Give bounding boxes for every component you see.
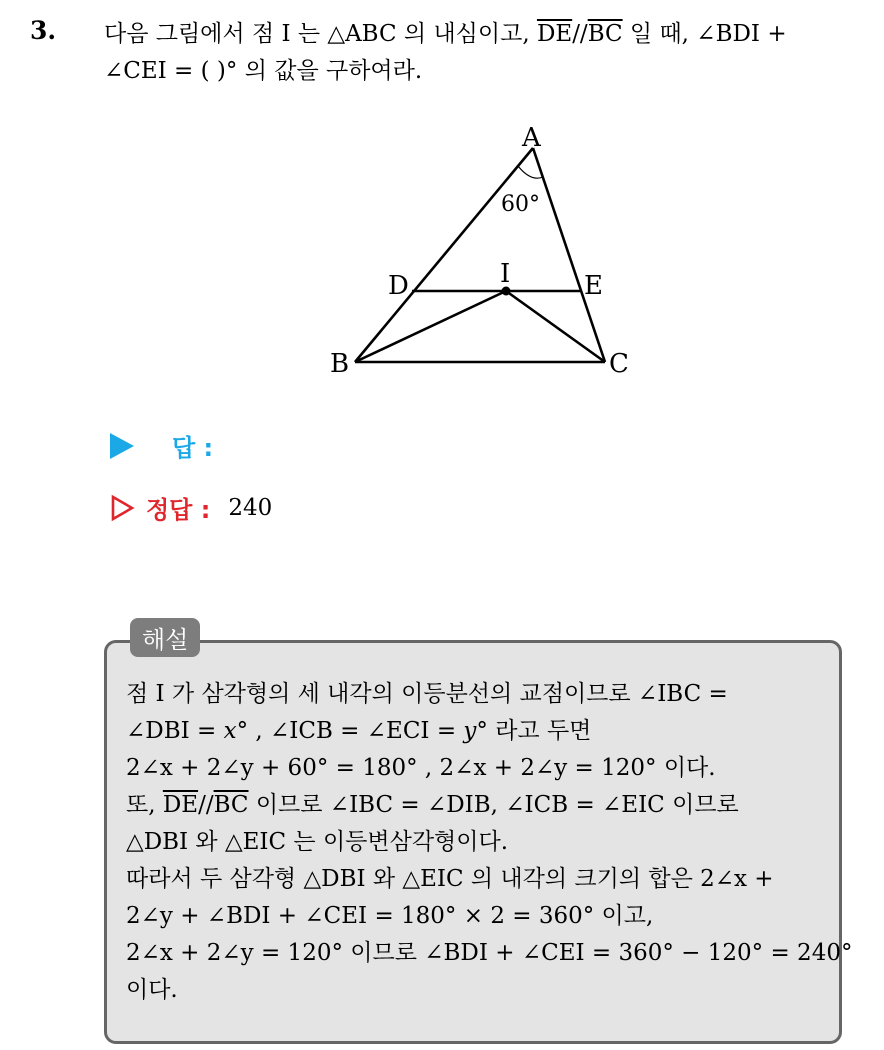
question-text-part: 일 때, ∠BDI + <box>622 21 787 47</box>
parallel-symbol: // <box>572 21 588 47</box>
question-number: 3. <box>30 16 57 45</box>
triangle-diagram <box>320 118 650 388</box>
triangle-figure <box>320 118 650 388</box>
triangle-arrow-icon <box>110 433 134 459</box>
explanation-line-1: 점 I 가 삼각형의 세 내각의 이등분선의 교점이므로 ∠IBC = <box>126 681 728 707</box>
segment-bc: $\overline{BC}$ <box>587 21 623 47</box>
label-e: E <box>584 271 603 301</box>
explanation-line-7: 2∠y + ∠BDI + ∠CEI = 180° × 2 = 360° 이고, <box>126 903 654 929</box>
segment-bc: $\overline{BC}$ <box>213 792 249 818</box>
side-ac <box>533 148 605 362</box>
segment-de: $\overline{DE}$ <box>536 21 573 47</box>
explanation-tag: 해설 <box>130 618 200 657</box>
variable-y: y <box>463 718 477 744</box>
correct-answer-label: 정답 : <box>146 496 211 524</box>
explanation-text-part: ° , ∠ICB = ∠ECI = <box>236 718 464 744</box>
question-line-1 <box>104 16 874 53</box>
variable-x: x <box>223 718 237 744</box>
segment-bi <box>355 291 506 362</box>
explanation-text-part: ∠DBI = <box>126 718 224 744</box>
correct-answer-row <box>110 490 272 525</box>
label-a: A <box>522 123 541 153</box>
angle-label-a: 60° <box>501 192 540 217</box>
answer-label: 답 : <box>172 434 214 462</box>
explanation-line-3: 2∠x + 2∠y + 60° = 180° , 2∠x + 2∠y = 120° 이다. <box>126 755 716 781</box>
segment-de: $\overline{DE}$ <box>162 792 199 818</box>
explanation-line-5: △DBI 와 △EIC 는 이등변삼각형이다. <box>126 829 509 855</box>
hollow-triangle-icon <box>110 494 136 522</box>
question-text-part: 다음 그림에서 점 I 는 △ABC 의 내심이고, <box>104 21 537 47</box>
explanation-line-4 <box>126 787 826 824</box>
label-b: B <box>330 349 350 379</box>
label-i: I <box>500 259 511 289</box>
answer-row <box>110 428 213 463</box>
question-text <box>104 16 874 90</box>
explanation-text <box>126 676 853 1009</box>
correct-answer-value: 240 <box>228 494 273 521</box>
explanation-text-part: ° 라고 두면 <box>476 718 592 744</box>
explanation-text-part: 이므로 ∠IBC = ∠DIB, ∠ICB = ∠EIC 이므로 <box>248 792 739 818</box>
explanation-line-2 <box>126 713 826 750</box>
question-line-2: ∠CEI = ( )° 의 값을 구하여라. <box>104 58 423 84</box>
segment-ci <box>506 291 605 362</box>
label-c: C <box>609 349 629 379</box>
parallel-symbol: // <box>198 792 214 818</box>
explanation-text-part: 또, <box>126 792 163 818</box>
explanation-line-8: 2∠x + 2∠y = 120° 이므로 ∠BDI + ∠CEI = 360° − 120° = 240° <box>126 940 853 966</box>
explanation-line-6: 따라서 두 삼각형 △DBI 와 △EIC 의 내각의 크기의 합은 2∠x + <box>126 866 774 892</box>
side-ab <box>355 148 533 362</box>
explanation-line-9: 이다. <box>126 977 178 1003</box>
label-d: D <box>388 271 409 301</box>
